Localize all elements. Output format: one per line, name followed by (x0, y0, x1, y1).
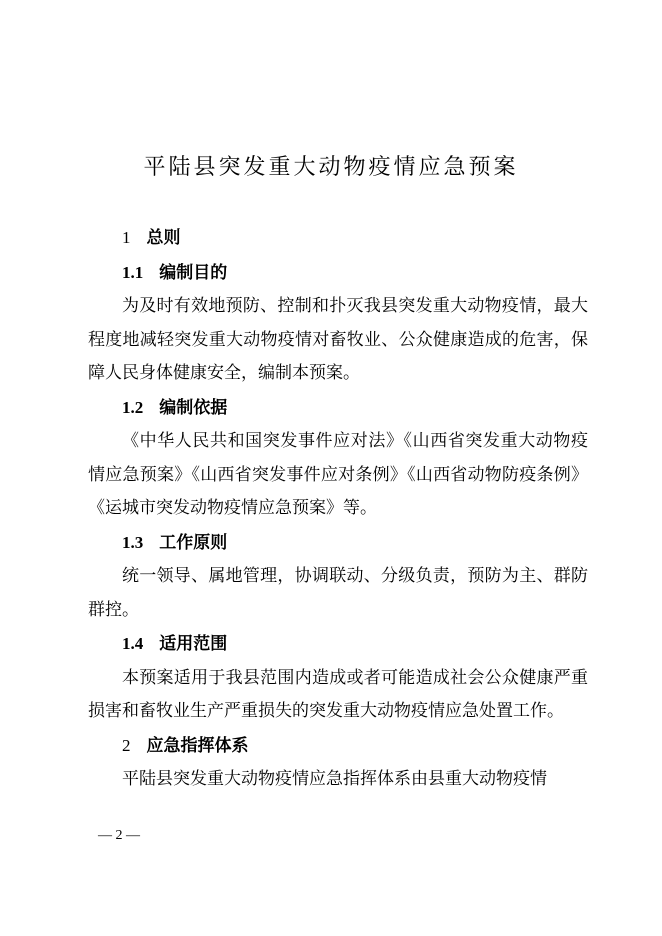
section-1-3-heading (88, 526, 588, 561)
section-1-1-paragraph: 为及时有效地预防、控制和扑灭我县突发重大动物疫情，最大程度地减轻突发重大动物疫情对畜牧业、公众健康造成的危害，保障人民身体健康安全，编制本预案。 (88, 296, 588, 383)
section-2-heading (88, 729, 588, 764)
section-1-4-heading (88, 627, 588, 662)
section-title: 应急指挥体系 (146, 735, 249, 756)
document-title: 平陆县突发重大动物疫情应急预案 (143, 155, 519, 180)
section-number: 1 (122, 228, 131, 247)
section-title: 编制目的 (159, 262, 228, 283)
section-1-heading (88, 221, 588, 256)
section-2-paragraph: 平陆县突发重大动物疫情应急指挥体系由县重大动物疫情 (122, 769, 547, 789)
document-body (88, 221, 588, 797)
section-title: 工作原则 (159, 532, 228, 553)
section-title: 适用范围 (159, 634, 228, 654)
section-1-2-paragraph: 《中华人民共和国突发事件应对法》《山西省突发重大动物疫情应急预案》《山西省突发事件应对条例》《山西省动物防疫条例》《运城市突发动物疫情应急预案》等。 (88, 431, 588, 518)
section-title: 总则 (146, 228, 181, 248)
section-number: 1.1 (122, 262, 144, 282)
section-1-4-paragraph: 本预案适用于我县范围内造成或者可能造成社会公众健康严重损害和畜牧业生产严重损失的突发重大动物疫情应急处置工作。 (88, 667, 588, 721)
section-number: 1.3 (122, 532, 144, 552)
section-number: 2 (122, 735, 131, 755)
section-1-1-heading (88, 256, 588, 291)
page-number: — 2 — (98, 828, 140, 843)
section-number: 1.2 (122, 397, 144, 417)
section-1-3-paragraph: 统一领导、属地管理，协调联动、分级负责，预防为主、群防群控。 (88, 566, 588, 620)
section-title: 编制依据 (159, 397, 228, 418)
section-number: 1.4 (122, 634, 144, 653)
section-1-2-heading (88, 391, 588, 426)
